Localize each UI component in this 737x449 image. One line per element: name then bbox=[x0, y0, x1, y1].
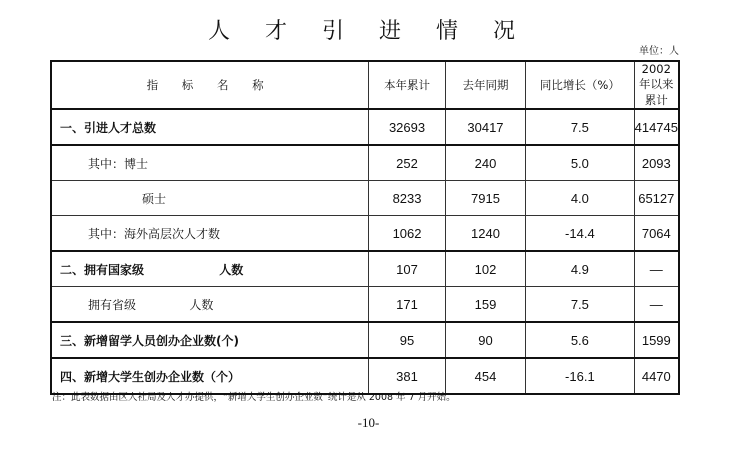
cell-last-year: 159 bbox=[445, 287, 525, 323]
talent-table bbox=[50, 60, 680, 395]
header-last-year: 去年同期 bbox=[445, 61, 525, 109]
header-indicator: 指 标 名 称 bbox=[51, 61, 369, 109]
table-row bbox=[51, 287, 679, 323]
row-label: 其中：海外高层次人才数 bbox=[51, 216, 369, 252]
row-label: 拥有省级 人数 bbox=[51, 287, 369, 323]
cell-growth: 4.0 bbox=[526, 181, 634, 216]
cell-this-year: 381 bbox=[369, 358, 446, 394]
row-label: 硕士 bbox=[51, 181, 369, 216]
header-growth: 同比增长（%） bbox=[526, 61, 634, 109]
cell-this-year: 32693 bbox=[369, 109, 446, 145]
row-label: 四、新增大学生创办企业数（个） bbox=[51, 358, 369, 394]
cell-last-year: 30417 bbox=[445, 109, 525, 145]
cell-growth: 7.5 bbox=[526, 109, 634, 145]
cell-cumulative: 7064 bbox=[634, 216, 679, 252]
cell-this-year: 95 bbox=[369, 322, 446, 358]
cell-last-year: 1240 bbox=[445, 216, 525, 252]
cell-this-year: 8233 bbox=[369, 181, 446, 216]
cell-cumulative: 414745 bbox=[634, 109, 679, 145]
cell-cumulative: 2093 bbox=[634, 145, 679, 181]
cell-growth: 7.5 bbox=[526, 287, 634, 323]
cell-this-year: 1062 bbox=[369, 216, 446, 252]
row-label: 二、拥有国家级 人数 bbox=[51, 251, 369, 287]
unit-label: 单位：人 bbox=[639, 46, 679, 57]
cell-cumulative: 4470 bbox=[634, 358, 679, 394]
header-cumulative: 2002 年以来累计 bbox=[634, 61, 679, 109]
footnote: 注：此表数据由区人社局及人才办提供，“新增大学生创办企业数”统计是从 2008 年 7 月开始。 bbox=[52, 392, 456, 403]
table-row bbox=[51, 322, 679, 358]
table-row bbox=[51, 145, 679, 181]
cell-growth: 5.0 bbox=[526, 145, 634, 181]
cell-growth: 4.9 bbox=[526, 251, 634, 287]
cell-last-year: 240 bbox=[445, 145, 525, 181]
table-header-row bbox=[51, 61, 679, 109]
table-row bbox=[51, 109, 679, 145]
page-number: -10- bbox=[357, 415, 380, 430]
page-title: 人 才 引 进 情 况 bbox=[208, 19, 529, 44]
table-row bbox=[51, 181, 679, 216]
cell-cumulative: 65127 bbox=[634, 181, 679, 216]
cell-cumulative: 1599 bbox=[634, 322, 679, 358]
row-label: 三、新增留学人员创办企业数(个) bbox=[51, 322, 369, 358]
cell-this-year: 107 bbox=[369, 251, 446, 287]
row-label: 其中：博士 bbox=[51, 145, 369, 181]
cell-this-year: 171 bbox=[369, 287, 446, 323]
cell-this-year: 252 bbox=[369, 145, 446, 181]
cell-last-year: 90 bbox=[445, 322, 525, 358]
table-row bbox=[51, 251, 679, 287]
cell-growth: 5.6 bbox=[526, 322, 634, 358]
cell-growth: -14.4 bbox=[526, 216, 634, 252]
cell-cumulative: — bbox=[634, 251, 679, 287]
cell-growth: -16.1 bbox=[526, 358, 634, 394]
header-this-year: 本年累计 bbox=[369, 61, 446, 109]
cell-last-year: 7915 bbox=[445, 181, 525, 216]
row-label: 一、引进人才总数 bbox=[51, 109, 369, 145]
table-row bbox=[51, 216, 679, 252]
cell-cumulative: — bbox=[634, 287, 679, 323]
cell-last-year: 102 bbox=[445, 251, 525, 287]
cell-last-year: 454 bbox=[445, 358, 525, 394]
